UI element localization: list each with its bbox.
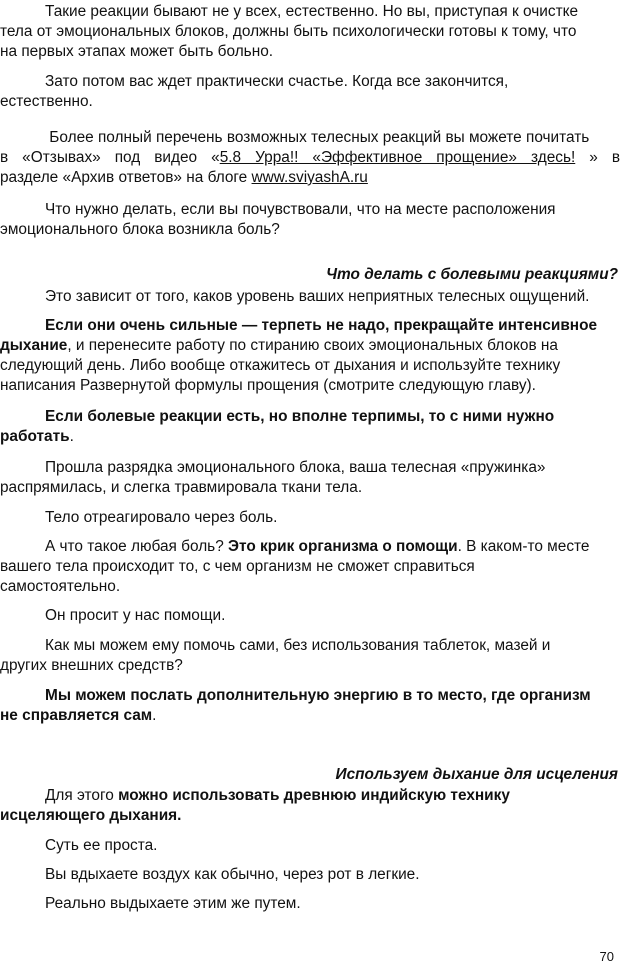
text-line: распрямилась, и слегка травмировала ткани тела. — [0, 479, 363, 496]
paragraph-14 — [0, 786, 620, 826]
text-line-justified — [0, 148, 620, 168]
paragraph-13 — [0, 686, 620, 726]
paragraph-3 — [0, 128, 620, 188]
bold-text: Это крик организма о помощи — [228, 538, 458, 555]
text-line: написания Развернутой формулы прощения (смотрите следующую главу). — [0, 377, 536, 394]
text-line: Вы вдыхаете воздух как обычно, через рот в легкие. — [45, 866, 420, 883]
paragraph-16 — [0, 865, 620, 885]
text-line: самостоятельно. — [0, 578, 121, 595]
text-line: Суть ее проста. — [45, 837, 158, 854]
text-line: Такие реакции бывают не у всех, естественно. Но вы, приступая к очистке — [45, 3, 579, 20]
text-segment: А что такое любая боль? — [45, 538, 229, 555]
bold-text: Мы можем послать дополнительную энергию в то место, где организм — [45, 687, 591, 704]
paragraph-11 — [0, 606, 620, 626]
text-line: Прошла разрядка эмоционального блока, ваша телесная «пружинка» — [45, 459, 546, 476]
text-segment: в «Отзывах» под видео « — [0, 149, 220, 166]
section-heading-pain: Что делать с болевыми реакциями? — [326, 266, 618, 283]
bold-text: можно использовать древнюю индийскую технику — [118, 787, 510, 804]
paragraph-2 — [0, 72, 620, 112]
text-line: Более полный перечень возможных телесных реакций вы можете почитать — [45, 129, 590, 146]
text-segment: Для этого — [45, 787, 119, 804]
text-line: Как мы можем ему помочь сами, без использования таблеток, мазей и — [45, 637, 551, 654]
text-line: естественно. — [0, 93, 93, 110]
video-link[interactable]: 5.8 Урра!! «Эффективное прощение» здесь! — [219, 149, 576, 166]
paragraph-9 — [0, 508, 620, 528]
text-line: следующий день. Либо вообще откажитесь от дыхания и используйте технику — [0, 357, 561, 374]
bold-text: работать — [0, 428, 70, 445]
text-line: Реально выдыхаете этим же путем. — [45, 895, 301, 912]
paragraph-1 — [0, 2, 620, 62]
text-line: других внешних средств? — [0, 657, 183, 674]
text-line: Зато потом вас ждет практически счастье. Когда все закончится, — [45, 73, 509, 90]
paragraph-10 — [0, 537, 620, 597]
text-line: вашего тела происходит то, с чем организм не сможет справиться — [0, 558, 475, 575]
text-line: тела от эмоциональных блоков, должны быть психологически готовы к тому, что — [0, 23, 577, 40]
text-segment: разделе «Архив ответов» на блоге — [0, 169, 252, 186]
paragraph-12 — [0, 636, 620, 676]
bold-text: исцеляющего дыхания. — [0, 807, 182, 824]
paragraph-7 — [0, 407, 620, 447]
blog-link[interactable]: www.sviyashA.ru — [251, 169, 368, 186]
text-segment: » в — [575, 149, 620, 166]
paragraph-8 — [0, 458, 620, 498]
text-segment: , и перенесите работу по стиранию своих эмоциональных блоков на — [67, 337, 558, 354]
paragraph-17 — [0, 894, 620, 914]
text-segment: . — [152, 707, 157, 724]
page-number: 70 — [599, 949, 614, 964]
text-line: Он просит у нас помощи. — [45, 607, 226, 624]
bold-text: Если болевые реакции есть, но вполне терпимы, то с ними нужно — [45, 408, 555, 425]
paragraph-15 — [0, 836, 620, 856]
text-line: Что нужно делать, если вы почувствовали, что на месте расположения — [45, 201, 556, 218]
bold-text: не справляется сам — [0, 707, 153, 724]
text-line: Тело отреагировало через боль. — [45, 509, 278, 526]
bold-text: дыхание — [0, 337, 68, 354]
paragraph-6 — [0, 316, 620, 396]
section-heading-breathing: Используем дыхание для исцеления — [335, 766, 618, 783]
text-line: эмоционального блока возникла боль? — [0, 221, 280, 238]
paragraph-5 — [0, 287, 620, 307]
text-segment: . В каком-то месте — [457, 538, 590, 555]
text-segment: . — [69, 428, 74, 445]
bold-text: Если они очень сильные — терпеть не надо, прекращайте интенсивное — [45, 317, 598, 334]
text-line: на первых этапах может быть больно. — [0, 43, 274, 60]
paragraph-4 — [0, 200, 620, 240]
text-line: Это зависит от того, каков уровень ваших неприятных телесных ощущений. — [45, 288, 590, 305]
